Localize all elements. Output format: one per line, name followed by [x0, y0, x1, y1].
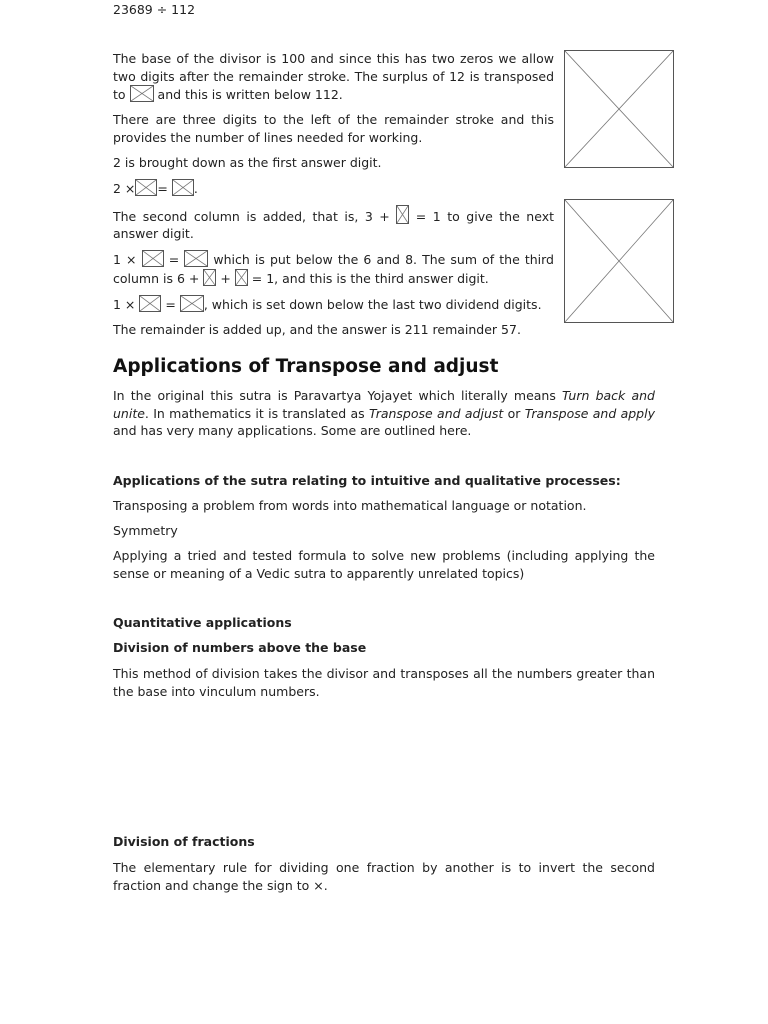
text: . In mathematics it is translated as	[144, 405, 365, 421]
text: and this is written below 112.	[157, 87, 343, 102]
text: which is put below the 6 and 8. The sum of the third column is 6 +	[113, 252, 554, 286]
text: 1 ×	[113, 252, 137, 267]
text: Transpose and adjust	[369, 405, 504, 421]
paragraph-first-digit: 2 is brought down as the first answer digit.	[113, 154, 382, 170]
paragraph-remainder: The remainder is added up, and the answer is 211 remainder 57.	[113, 321, 521, 337]
paragraph-multiply-step	[113, 179, 554, 198]
paragraph-second-column	[113, 205, 554, 243]
text: Transpose and apply	[524, 405, 655, 421]
division-of-fractions-heading: Division of fractions	[113, 834, 255, 849]
missing-image-icon	[180, 295, 204, 312]
section-intro	[113, 387, 655, 440]
qualitative-heading: Applications of the sutra relating to intuitive and qualitative processes:	[113, 473, 621, 488]
missing-image-icon	[203, 269, 216, 286]
missing-image-icon	[172, 179, 194, 196]
text: Turn back and unite	[113, 388, 655, 421]
division-formula: 23689 ÷ 112	[113, 2, 196, 17]
text: =	[157, 180, 168, 196]
text: The base of the divisor is 100 and since this has two zeros we allow two digits after the remainder stroke. The surplus of 12 is transposed to	[113, 51, 554, 102]
text: The second column is added, that is, 3 +	[113, 208, 390, 224]
text: In the original this sutra is Paravartya Yojayet which literally means	[113, 388, 556, 403]
text: , which is set down below the last two dividend digits.	[203, 296, 542, 312]
text: +	[220, 270, 231, 286]
qualitative-item: Transposing a problem from words into mathematical language or notation.	[113, 498, 587, 513]
division-above-base-heading: Division of numbers above the base	[113, 640, 367, 655]
missing-image-icon	[142, 250, 164, 267]
text: =	[168, 252, 180, 267]
missing-image-icon	[130, 85, 154, 102]
text: .	[193, 180, 198, 196]
text: or	[507, 405, 521, 421]
paragraph-base-divisor	[113, 50, 554, 104]
text: = 1, and this is the third answer digit.	[251, 270, 489, 286]
missing-figure-icon	[564, 50, 674, 168]
text: and has very many applications. Some are outlined here.	[113, 423, 472, 438]
missing-image-icon	[135, 179, 157, 196]
text: = 1 to give the next answer digit.	[113, 208, 554, 241]
text: 1 ×	[113, 296, 136, 312]
division-of-fractions-text: The elementary rule for dividing one fraction by another is to invert the second fraction and change the sign to ×.	[113, 860, 655, 893]
missing-image-icon	[184, 250, 208, 267]
qualitative-item: Applying a tried and tested formula to solve new problems (including applying the sense or meaning of a Vedic sutra to apparently unrelated topics)	[113, 548, 655, 581]
missing-image-icon	[396, 205, 409, 224]
qualitative-item: Symmetry	[113, 523, 178, 538]
missing-figure-icon	[564, 199, 674, 323]
text: =	[165, 296, 176, 312]
text: 2 ×	[113, 180, 136, 196]
section-heading: Applications of Transpose and adjust	[113, 356, 499, 377]
paragraph-three-digits: There are three digits to the left of the remainder stroke and this provides the number of lines needed for working.	[113, 112, 554, 145]
division-above-base-text: This method of division takes the divisor and transposes all the numbers greater than the base into vinculum numbers.	[113, 666, 655, 699]
missing-image-icon	[235, 269, 248, 286]
quantitative-heading: Quantitative applications	[113, 615, 292, 630]
worked-example-steps	[113, 50, 554, 346]
missing-image-icon	[139, 295, 161, 312]
paragraph-third-column	[113, 250, 554, 287]
paragraph-last-two-digits	[113, 295, 554, 314]
